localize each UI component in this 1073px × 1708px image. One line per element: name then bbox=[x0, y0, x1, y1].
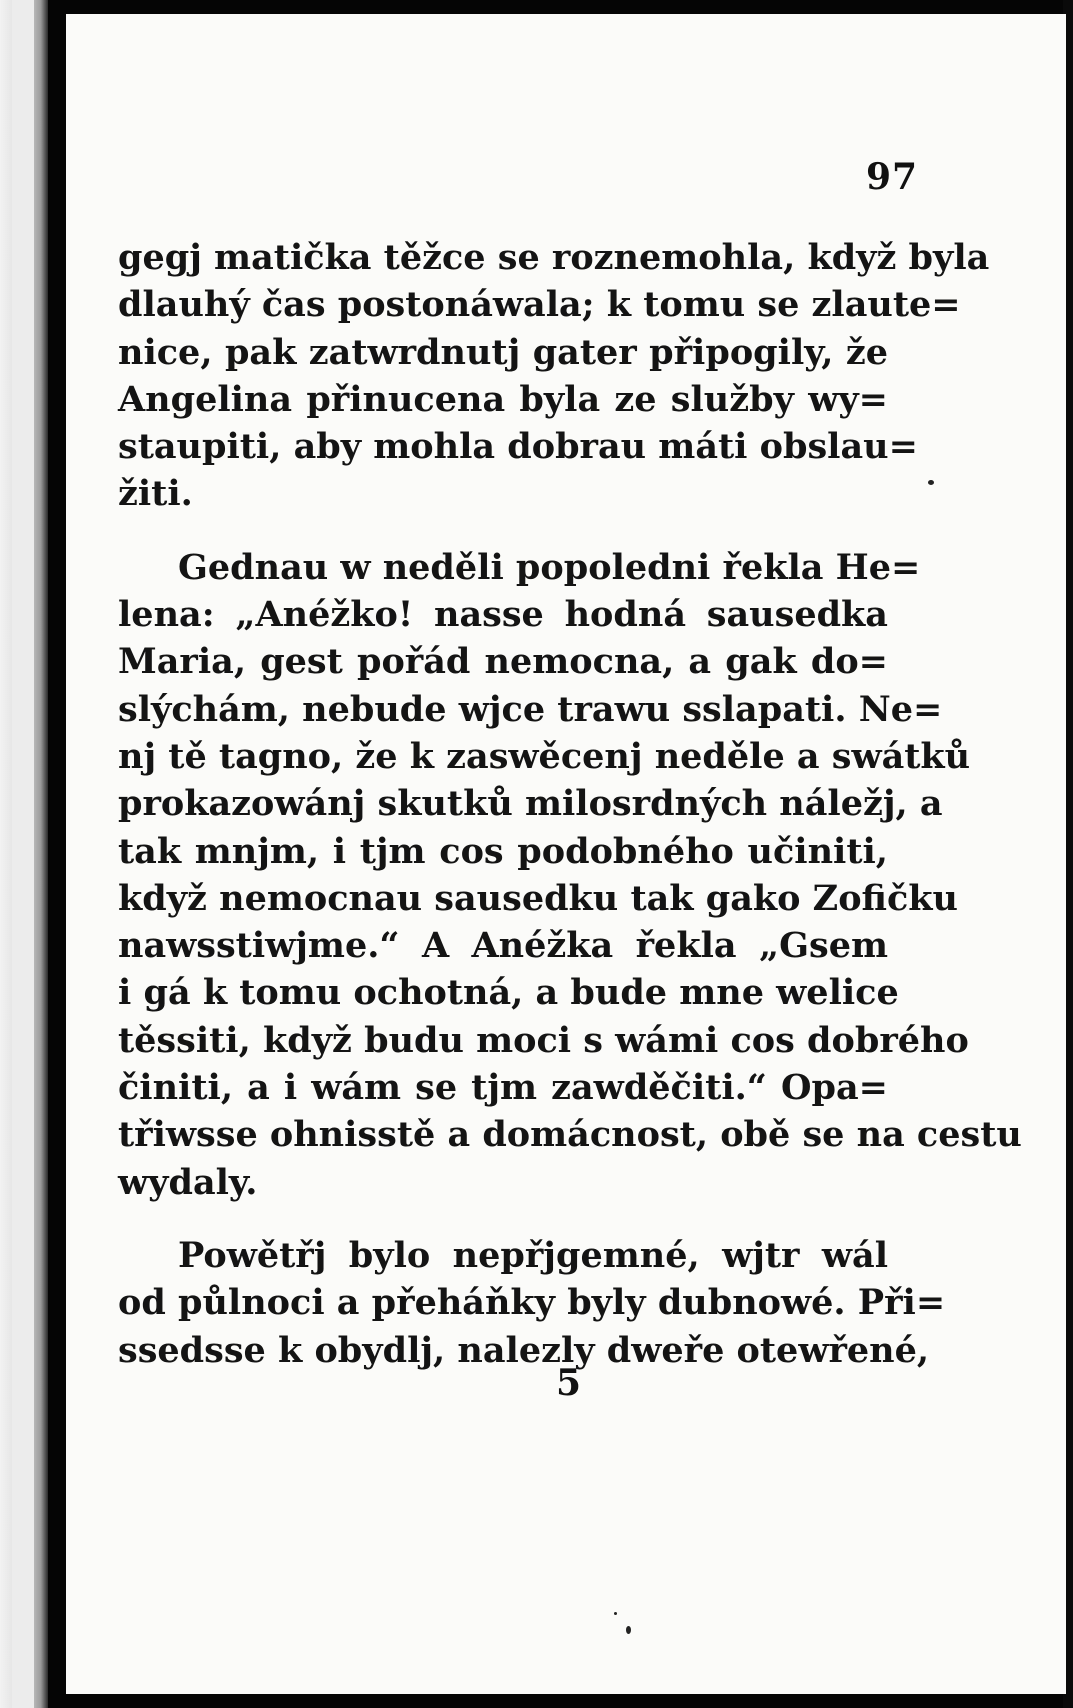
text-line: gegj matička těžce se roznemohla, když byla bbox=[118, 237, 990, 278]
text-line: lena: „Anéžko! nasse hodná sausedka bbox=[118, 594, 888, 636]
ink-speck bbox=[928, 480, 934, 485]
book-page bbox=[66, 14, 1066, 1694]
text-line: ssedsse k obydlj, nalezly dweře otewřené, bbox=[118, 1329, 930, 1371]
paragraph-gap bbox=[118, 518, 888, 544]
text-line: i gá k tomu ochotná, a bude mne welice bbox=[118, 972, 899, 1014]
text-line: tak mnjm, i tjm cos podobného učiniti, bbox=[118, 830, 888, 872]
text-line: staupiti, aby mohla dobrau máti obslau= bbox=[118, 426, 918, 468]
page-number: 97 bbox=[866, 156, 919, 198]
ink-speck bbox=[626, 1626, 631, 1634]
text-line: prokazowánj skutků milosrdných náležj, a bbox=[118, 783, 943, 825]
text-line: nj tě tagno, že k zaswěcenj neděle a swátků bbox=[118, 735, 971, 777]
text-line: těssiti, když budu moci s wámi cos dobrého bbox=[118, 1019, 969, 1061]
text-line: Maria, gest pořád nemocna, a gak do= bbox=[118, 641, 888, 683]
signature-mark: 5 bbox=[556, 1362, 582, 1404]
text-line: když nemocnau sausedku tak gako Zofičku bbox=[118, 877, 958, 919]
text-line: Powětřj bylo nepřjgemné, wjtr wál bbox=[178, 1234, 888, 1276]
text-line: Angelina přinucena byla ze služby wy= bbox=[118, 378, 888, 420]
text-line: wydaly. bbox=[118, 1161, 258, 1203]
paragraph-gap bbox=[118, 1206, 888, 1232]
text-line: činiti, a i wám se tjm zawděčiti.“ Opa= bbox=[118, 1067, 888, 1109]
text-line: žiti. bbox=[118, 473, 193, 515]
text-block bbox=[118, 234, 1022, 1374]
text-line: Gednau w neděli popoledni řekla He= bbox=[178, 546, 921, 588]
text-line: slýchám, nebude wjce trawu sslapati. Ne= bbox=[118, 688, 943, 730]
text-line: nice, pak zatwrdnutj gater připogily, že bbox=[118, 331, 888, 373]
text-line: třiwsse ohnisstě a domácnost, obě se na cestu bbox=[118, 1114, 1022, 1156]
text-line: dlauhý čas postonáwala; k tomu se zlaute= bbox=[118, 284, 961, 326]
binding-strip bbox=[0, 0, 48, 1708]
text-line: nawsstiwjme.“ A Anéžka řekla „Gsem bbox=[118, 925, 888, 967]
ink-speck bbox=[614, 1612, 617, 1615]
binding-strip-inner bbox=[12, 0, 34, 1708]
text-line: od půlnoci a přeháňky byly dubnowé. Při= bbox=[118, 1282, 946, 1324]
